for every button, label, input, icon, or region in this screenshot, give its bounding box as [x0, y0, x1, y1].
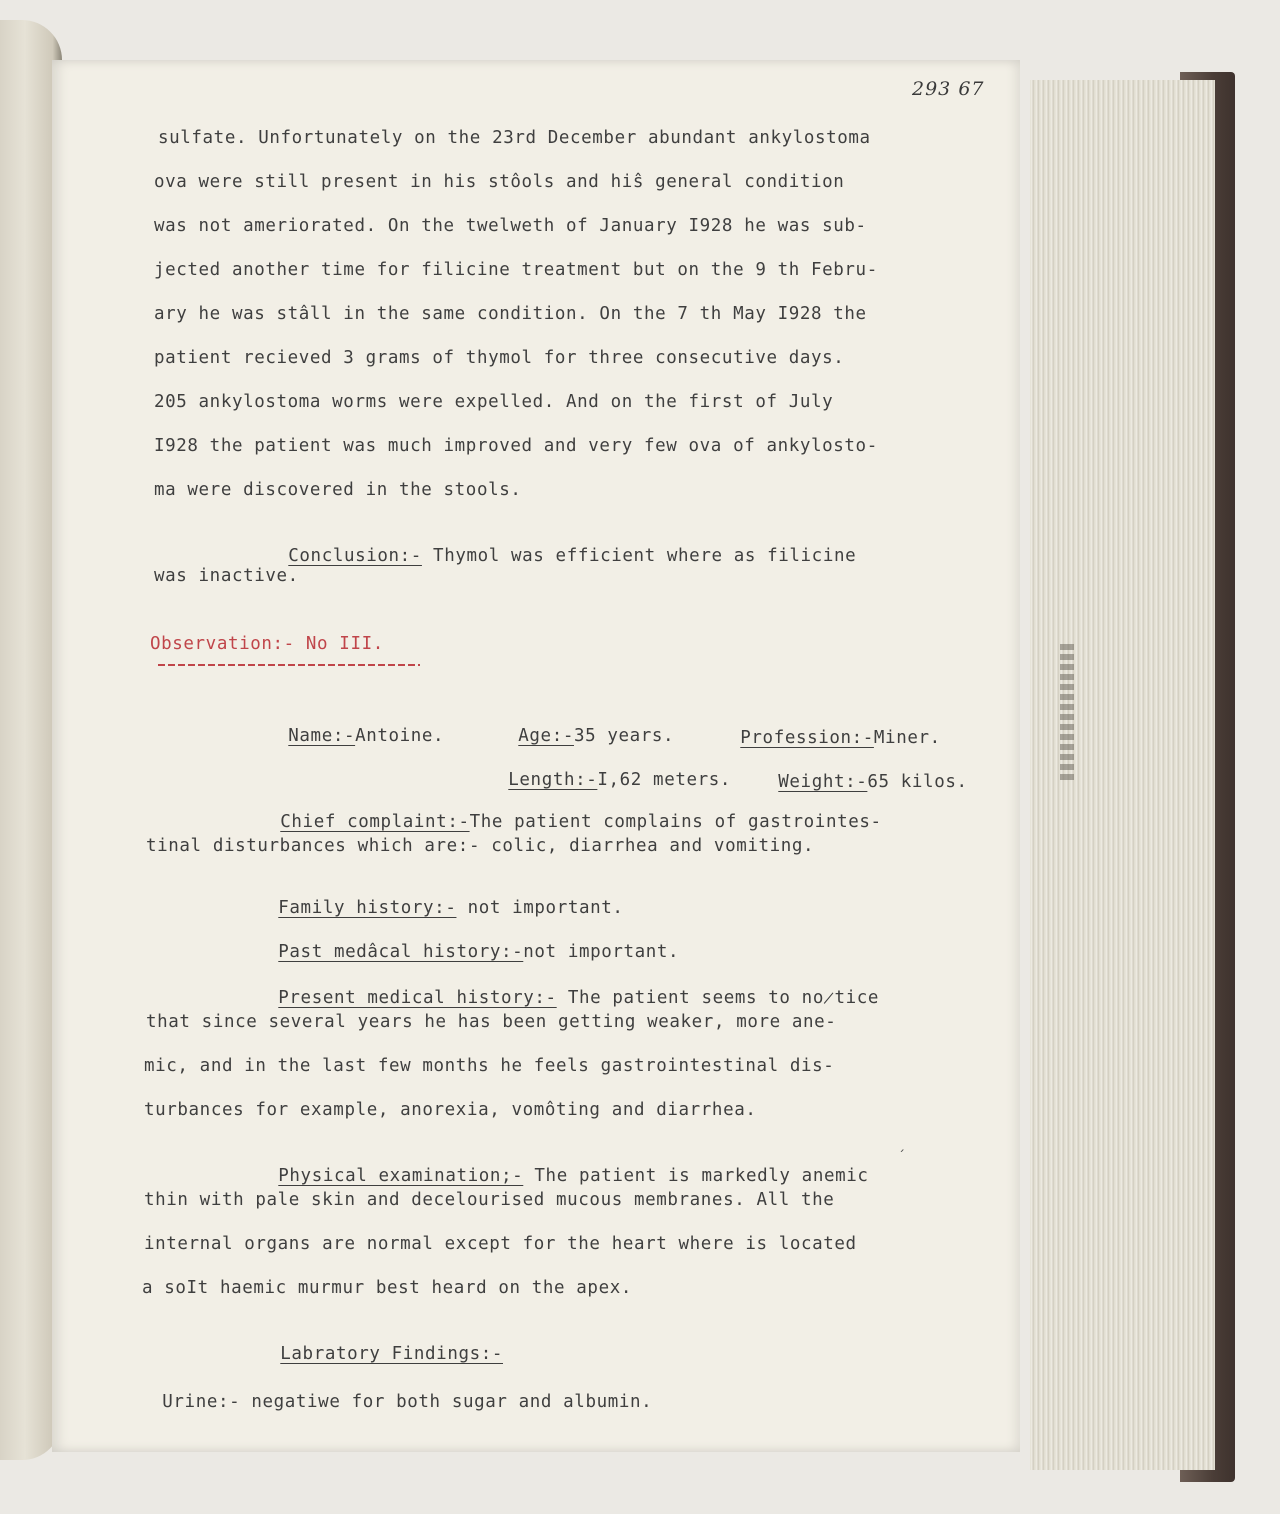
- paragraph-line: patient recieved 3 grams of thymol for three consecutive days.: [154, 348, 845, 368]
- handwritten-page-number: 293: [912, 78, 952, 100]
- observation-heading: Observation:- No III.: [150, 634, 384, 654]
- past-history-text: not important.: [523, 942, 680, 962]
- paragraph-line: I928 the patient was much improved and very few ova of ankylosto-: [154, 436, 878, 456]
- physical-examination: [256, 1146, 869, 1186]
- conclusion-line: [266, 526, 856, 566]
- family-history: [256, 878, 624, 918]
- past-history-label: Past medâcal history:-: [278, 942, 524, 962]
- chief-complaint-label: Chief complaint:-: [280, 812, 470, 832]
- bleed-through-marks: [6, 20, 46, 1460]
- paragraph-line: ary he was stâll in the same condition. On the 7 th May I928 the: [154, 304, 867, 324]
- patient-profession: [718, 708, 941, 748]
- family-history-text: not important.: [456, 898, 624, 918]
- profession-label: Profession:-: [740, 728, 874, 748]
- physical-exam-line: thin with pale skin and decelourised mucous membranes. All the: [144, 1190, 835, 1210]
- paragraph-line: ova were still present in his stôols and hiŝ general condition: [154, 172, 845, 192]
- paragraph-line: jected another time for filicine treatment but on the 9 th Febru-: [154, 260, 878, 280]
- age-label: Age:-: [518, 726, 574, 746]
- name-value: Antoine.: [355, 726, 445, 746]
- page-block-texture: [1030, 80, 1215, 1470]
- lab-findings-label: Labratory Findings:-: [280, 1344, 503, 1364]
- paragraph-line: 205 ankylostoma worms were expelled. And on the first of July: [154, 392, 834, 412]
- present-history-line: that since several years he has been getting weaker, more ane-: [146, 1012, 837, 1032]
- urine-findings: [140, 1372, 652, 1412]
- conclusion-text-continued: was inactive.: [154, 566, 299, 586]
- paragraph-line: sulfate. Unfortunately on the 23rd December abundant ankylostoma: [158, 128, 871, 148]
- urine-label: Urine:-: [162, 1392, 241, 1412]
- paragraph-line: ma were discovered in the stools.: [154, 480, 522, 500]
- present-history-line: turbances for example, anorexia, vomôting and diarrhea.: [144, 1100, 757, 1120]
- physical-exam-line: a soIt haemic murmur best heard on the apex.: [142, 1278, 632, 1298]
- paragraph-line: was not ameriorated. On the twelweth of January I928 he was sub-: [154, 216, 867, 236]
- age-value: 35 years.: [573, 726, 675, 746]
- weight-value: 65 kilos.: [867, 772, 968, 792]
- urine-text: negatiwe for both sugar and albumin.: [240, 1392, 653, 1412]
- typed-page-number: 67: [958, 78, 985, 100]
- present-history-label: Present medical history:-: [278, 988, 557, 1008]
- name-label: Name:-: [288, 726, 356, 746]
- chief-complaint-text: The patient complains of gastrointes-: [469, 812, 882, 832]
- patient-length: [486, 750, 731, 790]
- present-medical-history: [256, 968, 879, 1008]
- lab-findings-heading: [258, 1324, 503, 1364]
- pen-mark: ˏ: [898, 1136, 907, 1152]
- patient-age: [496, 706, 674, 746]
- heading-dashed-underline: [158, 664, 420, 666]
- patient-weight: [756, 752, 968, 792]
- conclusion-label: Conclusion:-: [288, 546, 422, 566]
- physical-exam-text: The patient is markedly anemic: [523, 1166, 869, 1186]
- conclusion-text: Thymol was efficient where as filicine: [421, 546, 857, 566]
- weight-label: Weight:-: [778, 772, 868, 792]
- profession-value: Miner.: [873, 728, 941, 748]
- chief-complaint-continued: tinal disturbances which are:- colic, diarrhea and vomiting.: [146, 836, 815, 856]
- length-label: Length:-: [508, 770, 598, 790]
- family-history-label: Family history:-: [278, 898, 457, 918]
- length-value: I,62 meters.: [597, 770, 732, 790]
- present-history-line: mic, and in the last few months he feels gastrointestinal dis-: [144, 1056, 835, 1076]
- page-number: [912, 78, 985, 100]
- physical-exam-label: Physical examination;-: [278, 1166, 524, 1186]
- past-medical-history: [256, 922, 679, 962]
- chief-complaint: [258, 792, 882, 832]
- patient-name: [266, 706, 444, 746]
- physical-exam-line: internal organs are normal except for the heart where is located: [144, 1234, 857, 1254]
- page-edge-stamp: [1060, 640, 1074, 780]
- present-history-text: The patient seems to no̷tice: [556, 988, 880, 1008]
